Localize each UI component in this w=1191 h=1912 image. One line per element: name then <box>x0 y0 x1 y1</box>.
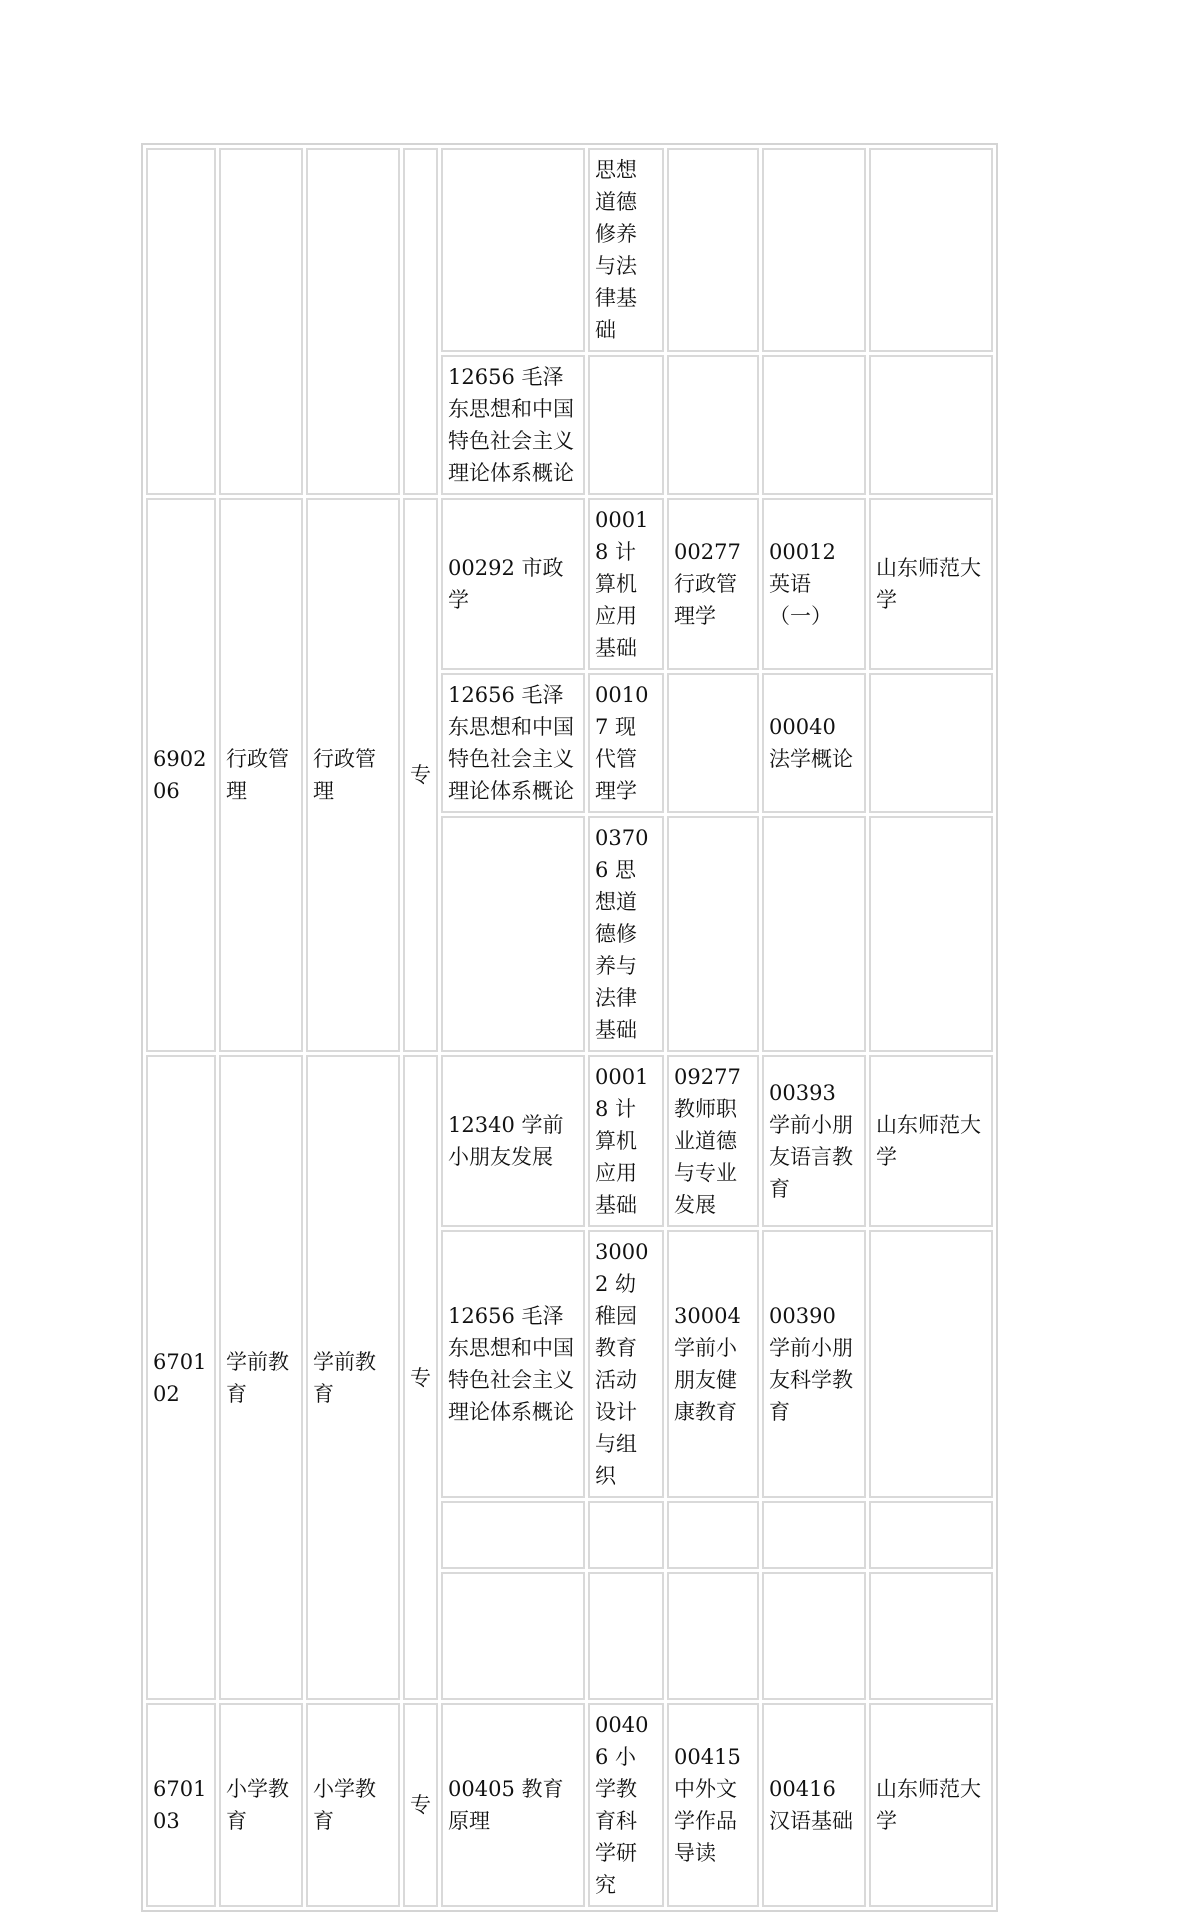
major-direction: 学前教育 <box>306 1055 400 1700</box>
course-cell <box>588 1501 664 1569</box>
course-cell: 30002 幼稚园教育活动设计与组织 <box>588 1230 664 1498</box>
cell-empty <box>869 148 993 352</box>
cell-empty <box>869 355 993 495</box>
course-cell: 00390 学前小朋友科学教育 <box>762 1230 866 1498</box>
course-cell <box>667 1501 759 1569</box>
major-level: 专 <box>403 498 438 1052</box>
major-code: 690206 <box>146 498 216 1052</box>
course-cell: 12656 毛泽东思想和中国特色社会主义理论体系概论 <box>441 355 585 495</box>
institution-cell <box>869 816 993 1052</box>
course-cell: 00415 中外文学作品导读 <box>667 1703 759 1907</box>
course-cell: 00416 汉语基础 <box>762 1703 866 1907</box>
institution-cell: 山东师范大学 <box>869 1703 993 1907</box>
institution-cell <box>869 1501 993 1569</box>
course-cell <box>762 816 866 1052</box>
course-cell: 00018 计算机应用基础 <box>588 498 664 670</box>
institution-cell <box>869 673 993 813</box>
table-row <box>146 498 993 670</box>
course-cell: 00292 市政学 <box>441 498 585 670</box>
course-cell: 00107 现代管理学 <box>588 673 664 813</box>
course-cell: 12656 毛泽东思想和中国特色社会主义理论体系概论 <box>441 673 585 813</box>
course-cell: 思想道德修养与法律基础 <box>588 148 664 352</box>
course-cell: 03706 思想道德修养与法律基础 <box>588 816 664 1052</box>
institution-cell: 山东师范大学 <box>869 1055 993 1227</box>
cell-empty <box>762 355 866 495</box>
cell-empty <box>667 148 759 352</box>
course-cell: 00405 教育原理 <box>441 1703 585 1907</box>
major-code: 670103 <box>146 1703 216 1907</box>
course-cell <box>588 1572 664 1700</box>
course-cell: 00277 行政管理学 <box>667 498 759 670</box>
cell-empty <box>762 148 866 352</box>
major-level: 专 <box>403 1055 438 1700</box>
course-cell <box>441 1501 585 1569</box>
cell-empty <box>667 355 759 495</box>
course-cell: 12656 毛泽东思想和中国特色社会主义理论体系概论 <box>441 1230 585 1498</box>
major-direction: 行政管理 <box>306 498 400 1052</box>
course-cell <box>667 1572 759 1700</box>
major-name: 行政管理 <box>219 498 303 1052</box>
cell-empty <box>146 148 216 495</box>
major-name: 小学教育 <box>219 1703 303 1907</box>
course-cell <box>762 1501 866 1569</box>
cell-empty <box>441 148 585 352</box>
table-row <box>146 1055 993 1227</box>
course-table <box>141 143 998 1912</box>
course-cell: 09277 教师职业道德与专业发展 <box>667 1055 759 1227</box>
major-code: 670102 <box>146 1055 216 1700</box>
institution-cell <box>869 1572 993 1700</box>
course-cell: 00406 小学教育科学研究 <box>588 1703 664 1907</box>
major-level: 专 <box>403 1703 438 1907</box>
course-cell: 00393 学前小朋友语言教育 <box>762 1055 866 1227</box>
course-cell <box>441 816 585 1052</box>
course-cell <box>667 816 759 1052</box>
course-cell <box>667 673 759 813</box>
course-cell: 30004 学前小朋友健康教育 <box>667 1230 759 1498</box>
course-cell <box>762 1572 866 1700</box>
course-cell: 12340 学前小朋友发展 <box>441 1055 585 1227</box>
major-direction: 小学教育 <box>306 1703 400 1907</box>
institution-cell <box>869 1230 993 1498</box>
course-cell: 00012 英语（一） <box>762 498 866 670</box>
table-row <box>146 1703 993 1907</box>
table-row <box>146 148 993 352</box>
institution-cell: 山东师范大学 <box>869 498 993 670</box>
cell-empty <box>403 148 438 495</box>
cell-empty <box>219 148 303 495</box>
course-cell <box>441 1572 585 1700</box>
major-name: 学前教育 <box>219 1055 303 1700</box>
course-table-page <box>141 143 998 1912</box>
cell-empty <box>588 355 664 495</box>
course-cell: 00018 计算机应用基础 <box>588 1055 664 1227</box>
course-cell: 00040 法学概论 <box>762 673 866 813</box>
cell-empty <box>306 148 400 495</box>
